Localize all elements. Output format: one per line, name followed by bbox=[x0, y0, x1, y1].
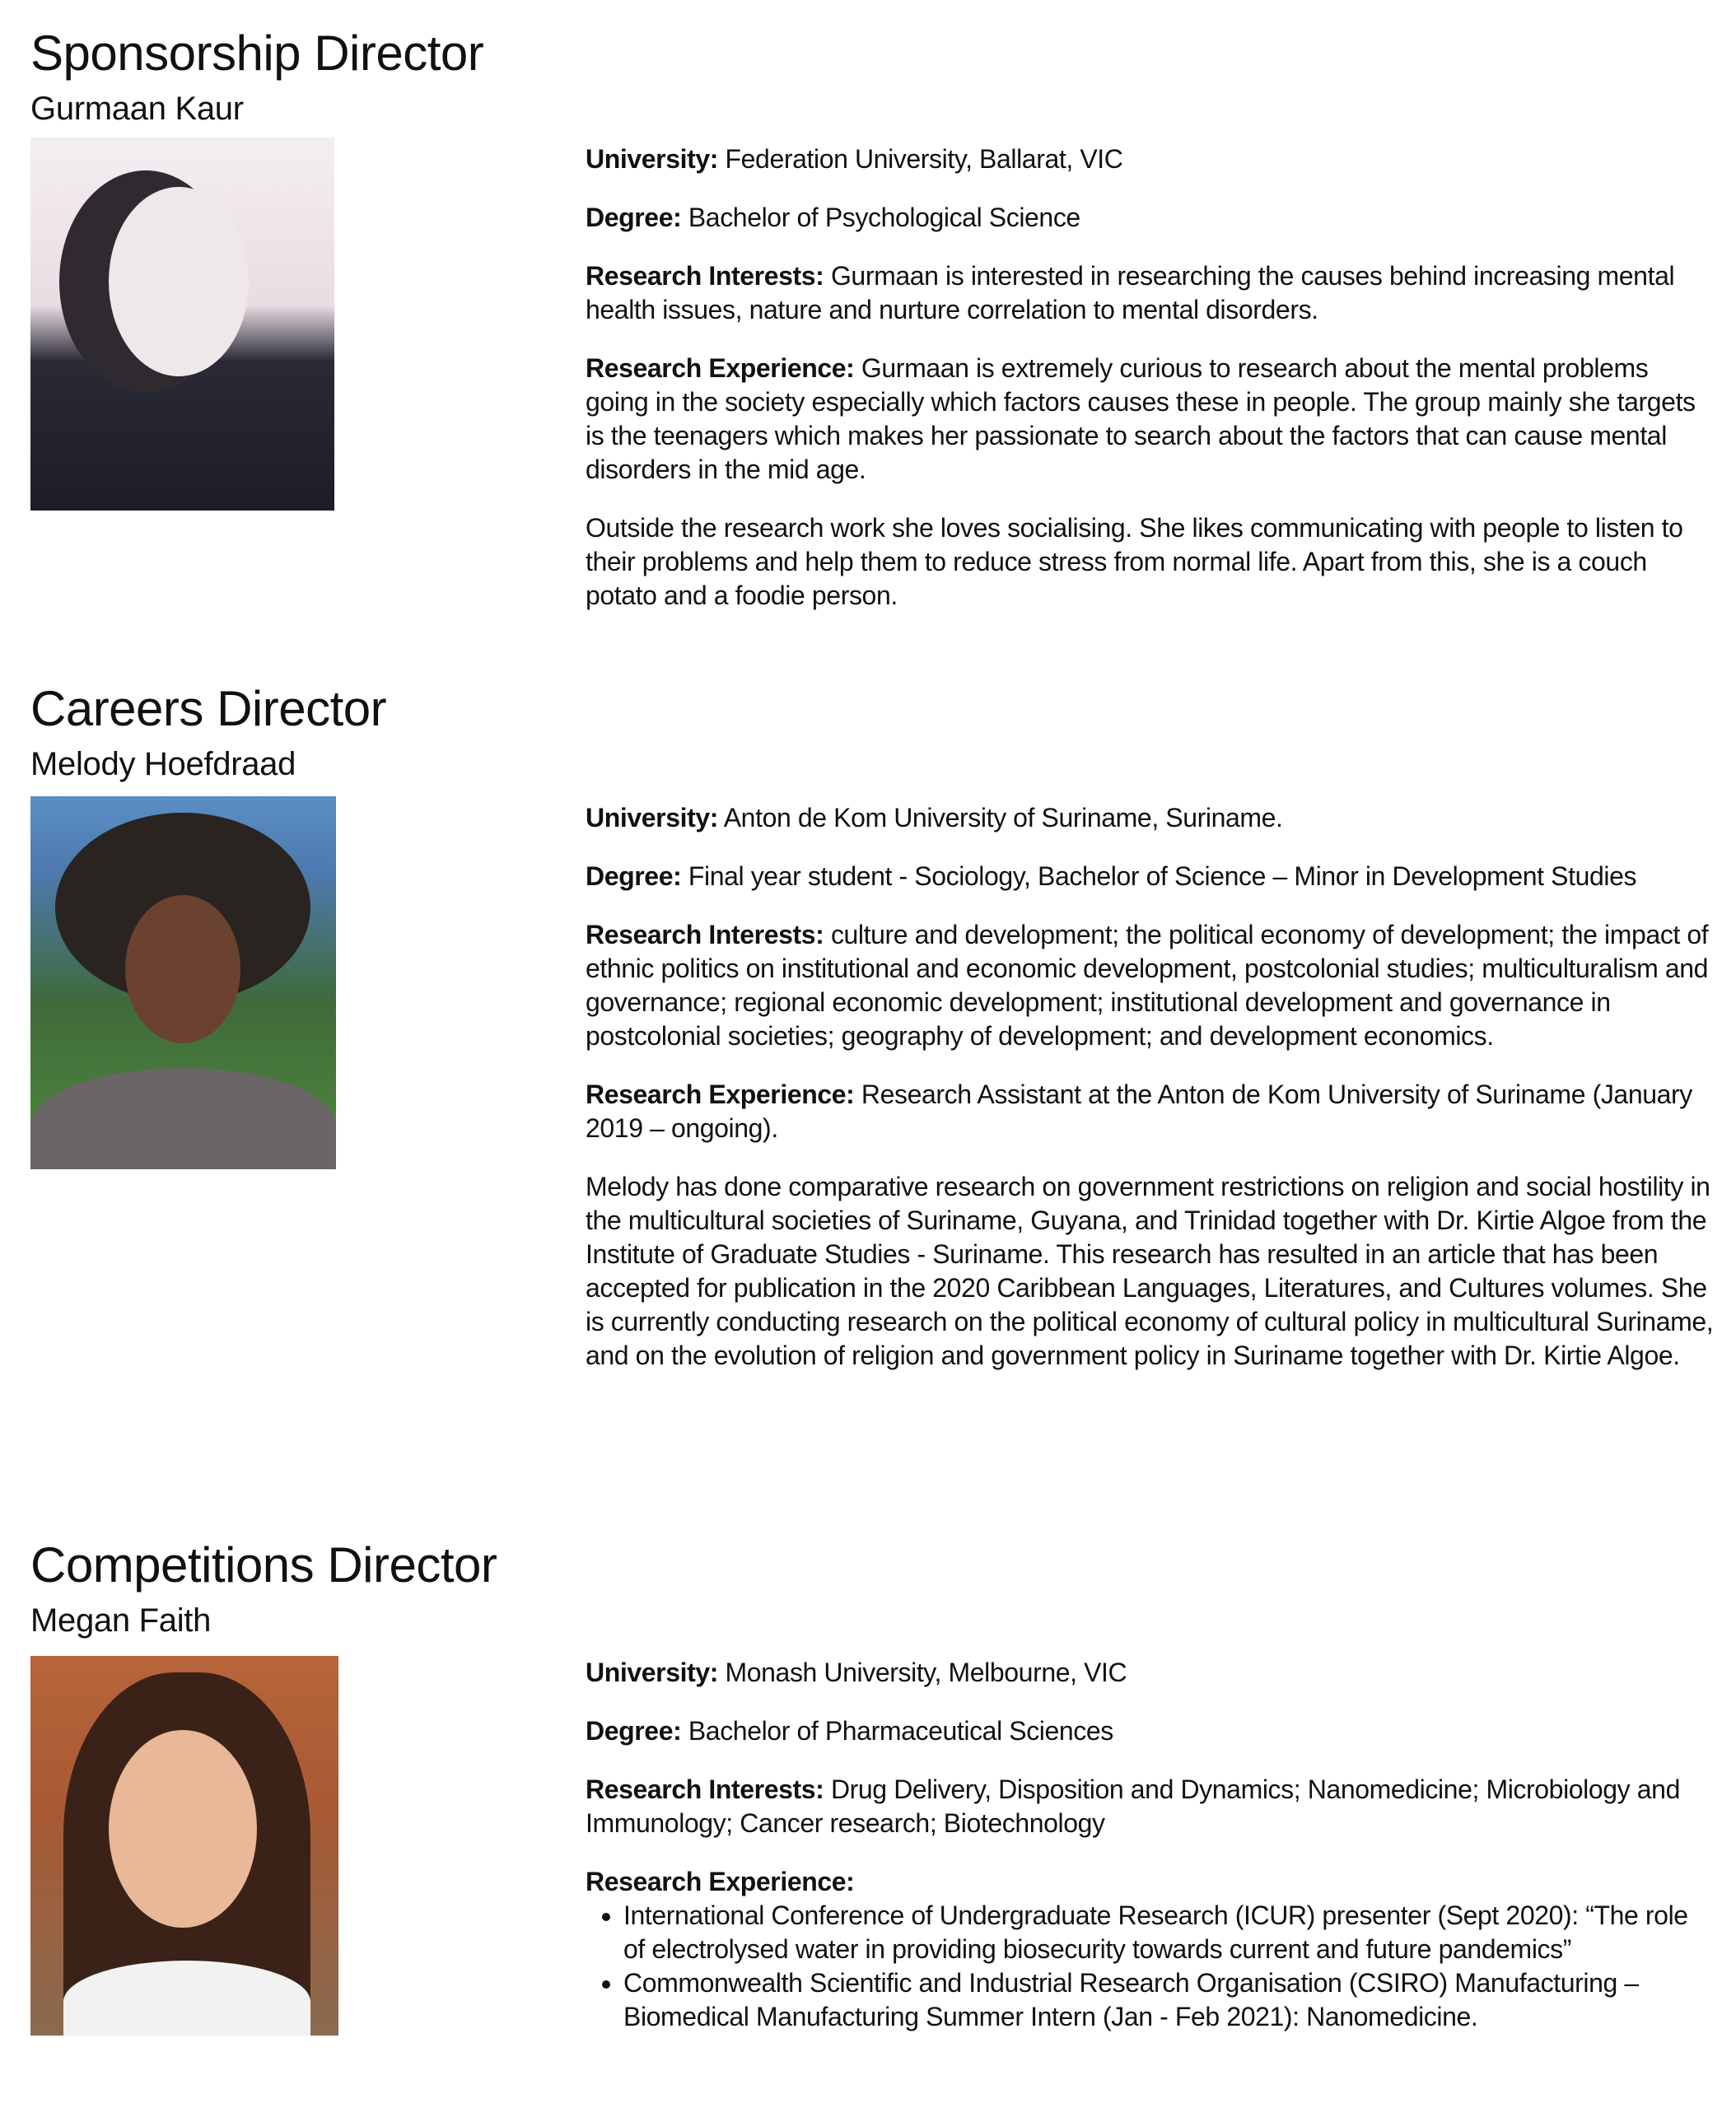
experience-line bbox=[586, 1078, 1714, 1145]
degree-line bbox=[586, 860, 1714, 893]
profile-details bbox=[586, 801, 1714, 1397]
interests-value: Gurmaan is interested in researching the causes behind increasing mental health issues, nature and nurture correlation to mental disorders. bbox=[586, 261, 1675, 324]
experience-value: Gurmaan is extremely curious to research about the mental problems going in the society especially which factors causes these in people. The group mainly she targets is the teenagers which makes her passionate to search about the factors that can cause mental disorders in the mid age. bbox=[586, 353, 1696, 484]
interests-line bbox=[586, 259, 1714, 327]
person-name: Gurmaan Kaur bbox=[30, 91, 244, 127]
degree-value: Bachelor of Psychological Science bbox=[688, 203, 1080, 232]
degree-value: Final year student - Sociology, Bachelor of Science – Minor in Development Studies bbox=[688, 861, 1637, 891]
degree-line bbox=[586, 1714, 1714, 1748]
university-line bbox=[586, 801, 1714, 835]
degree-label: Degree: bbox=[586, 203, 682, 232]
extra-paragraph: Melody has done comparative research on government restrictions on religion and social hostility in the multicultural societies of Suriname, Guyana, and Trinidad together with Dr. Kirtie Algoe from the Institute of Graduate Studies - Suriname. This research has resulted in an article that has been accepted for publication in the 2020 Caribbean Languages, Literatures, and Cultures volumes. She is currently conducting research on the political economy of cultural policy in multicultural Suriname, and on the evolution of religion and government policy in Suriname together with Dr. Kirtie Algoe. bbox=[586, 1172, 1714, 1370]
experience-label: Research Experience: bbox=[586, 1867, 855, 1896]
extra-paragraph: Outside the research work she loves socialising. She likes communicating with people to listen to their problems and help them to reduce stress from normal life. Apart from this, she is a couch potato and a foodie person. bbox=[586, 513, 1683, 610]
role-title: Competitions Director bbox=[30, 1537, 497, 1593]
shirt-shape bbox=[63, 1961, 310, 2036]
experience-heading bbox=[586, 1865, 1714, 1899]
degree-label: Degree: bbox=[586, 861, 682, 891]
interests-label: Research Interests: bbox=[586, 920, 824, 949]
university-value: Monash University, Melbourne, VIC bbox=[725, 1658, 1127, 1687]
university-value: Federation University, Ballarat, VIC bbox=[725, 144, 1123, 174]
face-shape bbox=[109, 1730, 257, 1928]
degree-value: Bachelor of Pharmaceutical Sciences bbox=[688, 1716, 1113, 1746]
interests-line bbox=[586, 1773, 1714, 1840]
profile-photo bbox=[30, 138, 334, 511]
university-value: Anton de Kom University of Suriname, Suriname. bbox=[723, 803, 1283, 832]
face-shape bbox=[109, 187, 249, 376]
list-item: • International Conference of Undergraduate Research (ICUR) presenter (Sept 2020): “The role of electrolysed water in providing biosecurity towards current and future pandemics” bbox=[623, 1899, 1714, 1966]
role-title: Sponsorship Director bbox=[30, 26, 484, 81]
interests-label: Research Interests: bbox=[586, 1775, 824, 1804]
university-label: University: bbox=[586, 144, 718, 174]
university-label: University: bbox=[586, 1658, 718, 1687]
university-line bbox=[586, 1656, 1714, 1690]
university-label: University: bbox=[586, 803, 718, 832]
person-name: Megan Faith bbox=[30, 1602, 212, 1639]
experience-line bbox=[586, 352, 1714, 487]
experience-list bbox=[586, 1899, 1714, 2034]
experience-value: Research Assistant at the Anton de Kom University of Suriname (January 2019 – ongoing). bbox=[586, 1080, 1692, 1143]
role-title: Careers Director bbox=[30, 681, 387, 736]
experience-label: Research Experience: bbox=[586, 353, 855, 383]
degree-label: Degree: bbox=[586, 1716, 682, 1746]
experience-label: Research Experience: bbox=[586, 1080, 855, 1109]
list-item: • Commonwealth Scientific and Industrial Research Organisation (CSIRO) Manufacturing – Biomedical Manufacturing Summer Intern (Jan - Feb 2021): Nanomedicine. bbox=[623, 1966, 1714, 2034]
profile-photo bbox=[30, 796, 336, 1169]
university-line bbox=[586, 142, 1714, 176]
profile-photo bbox=[30, 1656, 338, 2036]
profile-details bbox=[586, 1656, 1714, 2034]
interests-value: Drug Delivery, Disposition and Dynamics; Nanomedicine; Microbiology and Immunology; Cancer research; Biotechnology bbox=[586, 1775, 1680, 1838]
face-shape bbox=[125, 895, 240, 1043]
shirt-shape bbox=[30, 1068, 336, 1169]
interests-label: Research Interests: bbox=[586, 261, 824, 291]
person-name: Melody Hoefdraad bbox=[30, 746, 296, 782]
profile-details bbox=[586, 142, 1714, 637]
interests-value: culture and development; the political economy of development; the impact of ethnic politics on institutional and economic development, postcolonial studies; multiculturalism and governance; regional economic development; institutional development and governance in postcolonial societies; geography of development; and development economics. bbox=[586, 920, 1709, 1051]
interests-line bbox=[586, 918, 1714, 1053]
degree-line bbox=[586, 201, 1714, 235]
